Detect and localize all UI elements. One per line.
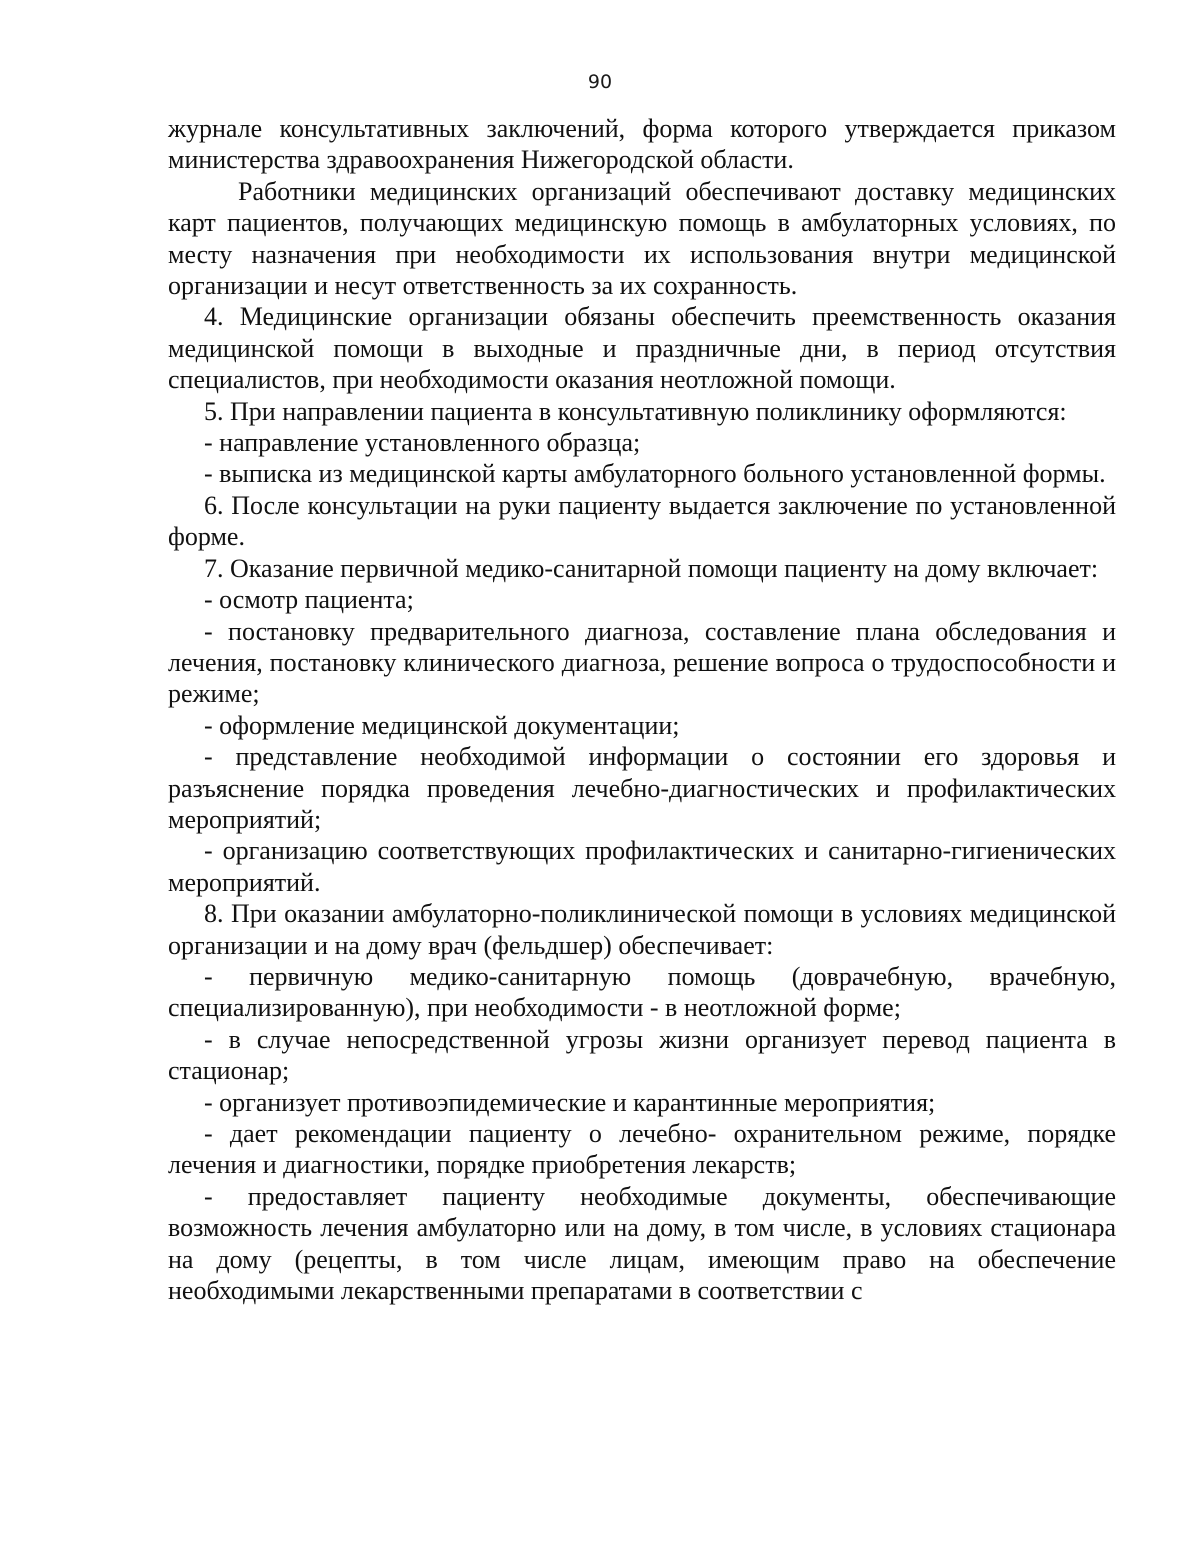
list-item: - постановку предварительного диагноза, составление плана обследования и лечения, постановку клинического диагноза, решение вопроса о трудоспособности и режиме;	[168, 616, 1116, 709]
list-item: - организует противоэпидемические и карантинные мероприятия;	[204, 1087, 936, 1117]
paragraph-item-6: 6. После консультации на руки пациенту выдается заключение по установленной форме.	[168, 490, 1116, 552]
list-item: - представление необходимой информации о состоянии его здоровья и разъяснение порядка проведения лечебно-диагностических и профилактических мероприятий;	[168, 742, 1116, 834]
list-item: - организацию соответствующих профилактических и санитарно-гигиенических мероприятий.	[168, 836, 1116, 897]
paragraph-item-4: 4. Медицинские организации обязаны обеспечить преемственность оказания медицинской помощи в выходные и праздничные дни, в период отсутствия специалистов, при необходимости оказания неотложной помощи.	[168, 302, 1116, 395]
list-item: - осмотр пациента;	[204, 585, 414, 615]
document-body	[168, 113, 1116, 1306]
list-item: - первичную медико-санитарную помощь (доврачебную, врачебную, специализированную), при необходимости - в неотложной форме;	[168, 961, 1116, 1023]
list-item: - направление установленного образца;	[204, 428, 641, 458]
paragraph-item-7: 7. Оказание первичной медико-санитарной помощи пациенту на дому включает:	[204, 553, 1099, 583]
paragraph-journal-continuation: журнале консультативных заключений, форма которого утверждается приказом министерства здравоохранения Нижегородской области.	[168, 114, 1116, 175]
list-item: - оформление медицинской документации;	[204, 710, 680, 740]
paragraph-workers: Работники медицинских организаций обеспечивают доставку медицинских карт пациентов, получающих медицинскую помощь в амбулаторных условиях, по месту назначения при необходимости их использования внутри медицинской организации и несут ответственность за их сохранность.	[168, 176, 1116, 301]
list-item: - дает рекомендации пациенту о лечебно- охранительном режиме, порядке лечения и диагностики, порядке приобретения лекарств;	[168, 1119, 1116, 1180]
list-item: - выписка из медицинской карты амбулаторного больного установленной формы.	[204, 459, 1106, 489]
list-item: - предоставляет пациенту необходимые документы, обеспечивающие возможность лечения амбулаторно или на дому, в том числе, в условиях стационара на дому (рецепты, в том числе лицам, имеющим право на обеспечение необходимыми лекарственными препаратами в соответствии с	[168, 1181, 1116, 1306]
paragraph-item-8: 8. При оказании амбулаторно-поликлинической помощи в условиях медицинской организации и на дому врач (фельдшер) обеспечивает:	[168, 899, 1116, 960]
page-number: 90	[587, 71, 613, 93]
paragraph-item-5: 5. При направлении пациента в консультативную поликлинику оформляются:	[204, 396, 1067, 426]
list-item: - в случае непосредственной угрозы жизни организует перевод пациента в стационар;	[168, 1024, 1116, 1086]
